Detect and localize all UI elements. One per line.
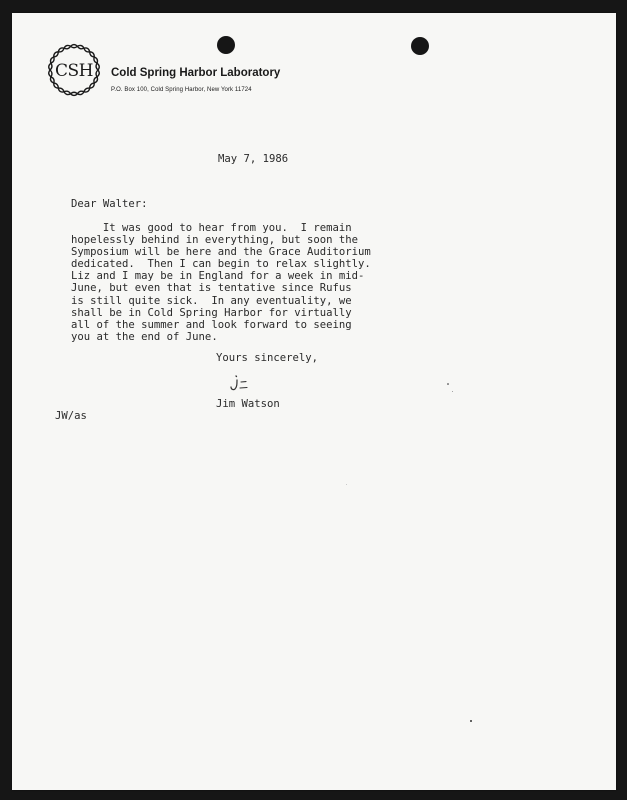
letter-body-line: dedicated. Then I can begin to relax slightly.: [71, 258, 371, 271]
letter-body-line: Liz and I may be in England for a week in mid-: [71, 270, 365, 283]
letter-page: [12, 13, 616, 790]
paper-speck: [470, 720, 472, 722]
letter-body-line: shall be in Cold Spring Harbor for virtually: [71, 306, 352, 319]
punch-hole-right: [411, 37, 429, 55]
letter-body-line: is still quite sick. In any eventuality, we: [71, 294, 352, 307]
csh-logo-icon: [44, 40, 104, 100]
letter-date: May 7, 1986: [218, 153, 289, 165]
letter-body-line: all of the summer and look forward to seeing: [71, 318, 352, 331]
organization-address: P.O. Box 100, Cold Spring Harbor, New York 11724: [111, 87, 252, 93]
typist-initials: JW/as: [55, 410, 87, 422]
organization-name: Cold Spring Harbor Laboratory: [111, 67, 281, 79]
letter-body-line: you at the end of June.: [71, 330, 218, 343]
signer-name: Jim Watson: [216, 398, 280, 410]
letter-body-line: June, but even that is tentative since Rufus: [71, 282, 352, 295]
letter-body-line: hopelessly behind in everything, but soon the: [71, 234, 359, 247]
paper-speck: [346, 484, 347, 485]
letter-body-line: It was good to hear from you. I remain: [71, 222, 352, 234]
salutation: Dear Walter:: [71, 198, 148, 210]
letter-body: [71, 222, 371, 343]
punch-hole-left: [217, 36, 235, 54]
paper-speck: [447, 383, 449, 385]
handwritten-signature: [226, 373, 256, 395]
logo-text: CSH: [55, 61, 93, 81]
closing: Yours sincerely,: [216, 352, 319, 364]
paper-speck: [452, 391, 453, 392]
letter-body-line: Symposium will be here and the Grace Auditorium: [71, 246, 371, 259]
